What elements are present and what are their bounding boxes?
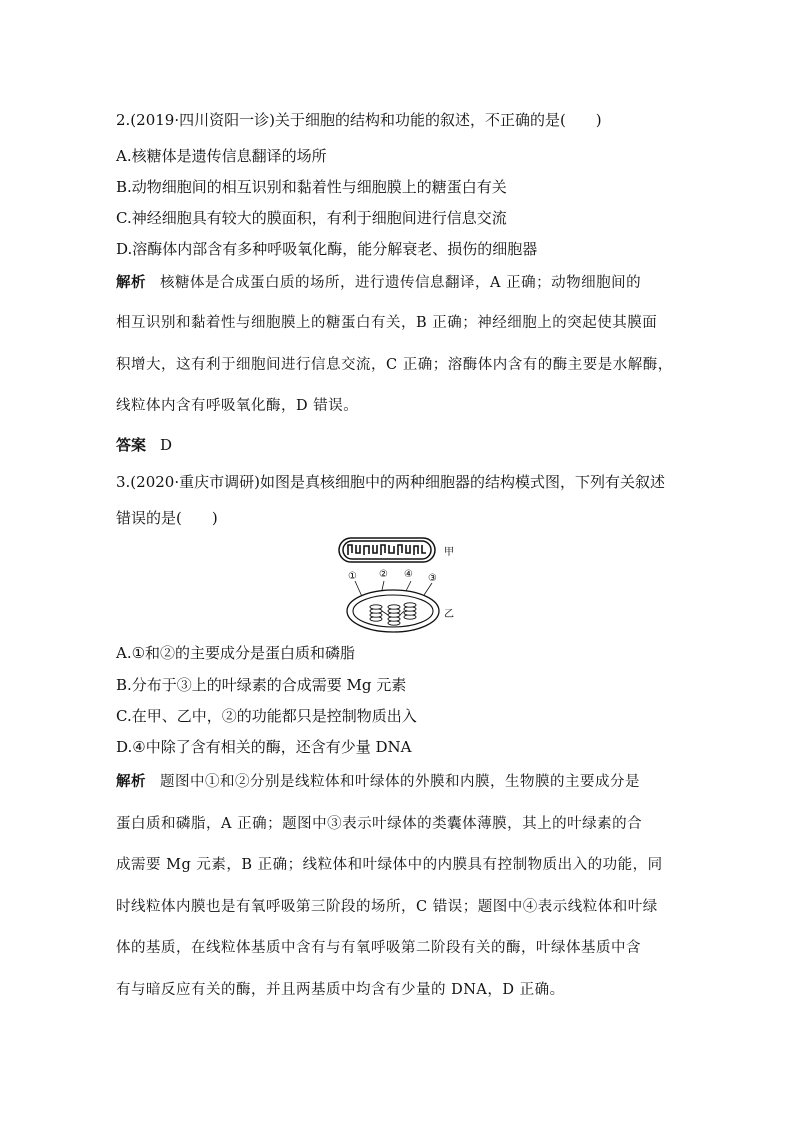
q2-option-d: D.溶酶体内部含有多种呼吸氧化酶，能分解衰老、损伤的细胞器 <box>116 240 538 258</box>
q2-stem: 2.(2019·四川资阳一诊)关于细胞的结构和功能的叙述，不正确的是( ) <box>116 111 602 129</box>
q3-stem-line-2: 错误的是( ) <box>116 509 218 527</box>
q2-analysis-line-1: 解析 核糖体是合成蛋白质的场所，进行遗传信息翻译，A 正确；动物细胞间的 <box>116 274 642 291</box>
q2-analysis-label: 解析 <box>116 274 146 291</box>
label-jia: 甲 <box>444 547 454 558</box>
marker-1: ① <box>348 571 357 582</box>
q2-option-a: A.核糖体是遗传信息翻译的场所 <box>116 147 327 165</box>
q3-analysis-line-3: 成需要 Mg 元素，B 正确；线粒体和叶绿体中的内膜具有控制物质出入的功能，同 <box>116 857 663 873</box>
q3-analysis-line-2: 蛋白质和磷脂，A 正确；题图中③表示叶绿体的类囊体薄膜，其上的叶绿素的合 <box>116 816 643 832</box>
q3-analysis-label: 解析 <box>116 773 146 790</box>
marker-3: ③ <box>428 573 437 584</box>
q2-answer-value: D <box>160 436 173 454</box>
q2-answer <box>116 435 722 455</box>
q3-analysis-line-6: 有与暗反应有关的酶，并且两基质中均含有少量的 DNA，D 正确。 <box>116 982 565 998</box>
q2-answer-label: 答案 <box>116 436 147 454</box>
label-yi: 乙 <box>444 609 454 620</box>
q2-analysis-line-4: 线粒体内含有呼吸氧化酶，D 错误。 <box>116 398 359 414</box>
q3-option-d: D.④中除了含有相关的酶，还含有少量 DNA <box>116 738 412 756</box>
organelle-diagram <box>336 535 466 635</box>
q2-analysis-line-3: 积增大，这有利于细胞间进行信息交流，C 正确；溶酶体内含有的酶主要是水解酶， <box>116 357 673 373</box>
marker-2: ② <box>379 569 388 580</box>
q3-option-c: C.在甲、乙中，②的功能都只是控制物质出入 <box>116 707 417 725</box>
q3-option-a: A.①和②的主要成分是蛋白质和磷脂 <box>116 644 356 662</box>
q2-option-c: C.神经细胞具有较大的膜面积，有利于细胞间进行信息交流 <box>116 209 507 227</box>
q3-option-b: B.分布于③上的叶绿素的合成需要 Mg 元素 <box>116 676 407 694</box>
q3-stem-line-1: 3.(2020·重庆市调研)如图是真核细胞中的两种细胞器的结构模式图，下列有关叙述 <box>116 473 665 491</box>
q2-analysis-line-2: 相互识别和黏着性与细胞膜上的糖蛋白有关，B 正确；神经细胞上的突起使其膜面 <box>116 315 658 331</box>
marker-4: ④ <box>404 569 413 580</box>
q3-analysis-line-1: 解析 题图中①和②分别是线粒体和叶绿体的外膜和内膜，生物膜的主要成分是 <box>116 773 640 790</box>
q3-analysis-line-4: 时线粒体内膜也是有氧呼吸第三阶段的场所，C 错误；题图中④表示线粒体和叶绿 <box>116 899 658 915</box>
q3-analysis-line-5: 体的基质，在线粒体基质中含有与有氧呼吸第二阶段有关的酶，叶绿体基质中含 <box>116 940 641 956</box>
q2-option-b: B.动物细胞间的相互识别和黏着性与细胞膜上的糖蛋白有关 <box>116 178 507 196</box>
